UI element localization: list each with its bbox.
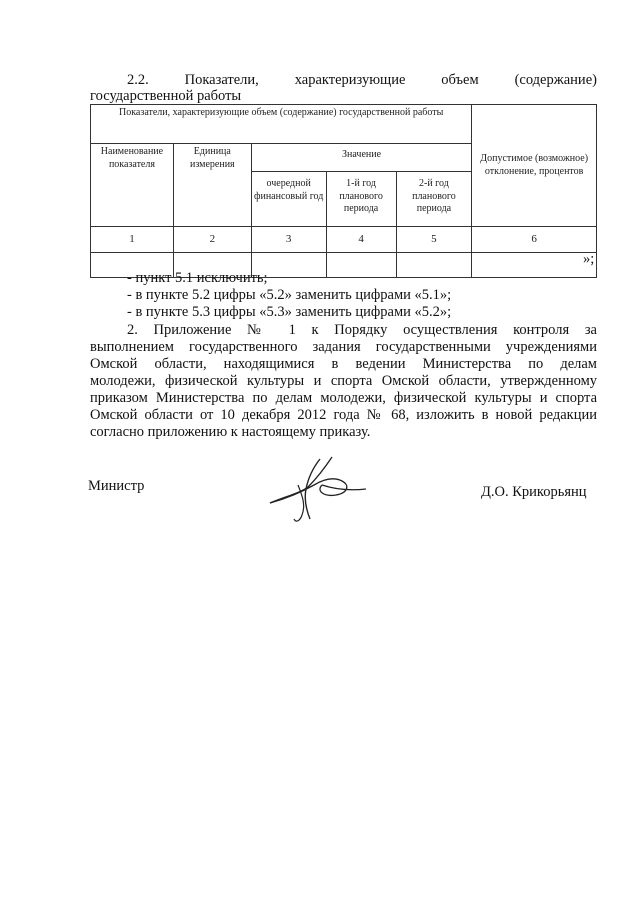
paragraph-line: выполнением государственного задания государственными учреждениями [90, 339, 597, 355]
table-cell: 1 [91, 227, 174, 253]
section-heading-continuation: государственной работы [90, 88, 242, 104]
list-item: - в пункте 5.2 цифры «5.2» заменить цифрами «5.1»; [127, 287, 452, 303]
section-heading [127, 72, 597, 89]
table-cell: 4 [326, 227, 396, 253]
table-header-current-year: очередной финансовый год [251, 172, 326, 227]
paragraph-line: молодежи, физической культуры и спорта Омской области, утвержденному [90, 373, 597, 389]
heading-word: характеризующие [294, 72, 406, 88]
table-header-plan-year1: 1-й год планового периода [326, 172, 396, 227]
heading-word: Показатели, [184, 72, 259, 88]
paragraph-line: 2. Приложение № 1 к Порядку осуществления контроля за [127, 322, 597, 338]
table-header-deviation: Допустимое (возможное) отклонение, процентов [472, 105, 597, 227]
signatory-name: Д.О. Крикорьянц [481, 484, 587, 500]
table-cell [472, 253, 597, 278]
paragraph-line: согласно приложению к настоящему приказу. [90, 424, 371, 440]
table-cell [396, 253, 472, 278]
table-header-value: Значение [251, 144, 472, 172]
table-cell: 6 [472, 227, 597, 253]
list-item: - пункт 5.1 исключить; [127, 270, 268, 286]
signatory-title: Министр [88, 478, 145, 494]
table-header-name: Наименование показателя [91, 144, 174, 227]
heading-word: объем [441, 72, 479, 88]
indicators-table [90, 104, 597, 278]
closing-quote: »; [583, 251, 595, 267]
section-number: 2.2. [127, 72, 149, 88]
table-cell [326, 253, 396, 278]
table-header-unit: Единица измерения [173, 144, 251, 227]
heading-word: (содержание) [514, 72, 597, 88]
paragraph-line: Омской области, находящимися в ведении Министерства по делам [90, 356, 597, 372]
table-row [91, 227, 597, 253]
table-cell: 3 [251, 227, 326, 253]
list-item: - в пункте 5.3 цифры «5.3» заменить цифрами «5.2»; [127, 304, 452, 320]
table-group-header: Показатели, характеризующие объем (содержание) государственной работы [91, 105, 472, 144]
table-header-plan-year2: 2-й год планового периода [396, 172, 472, 227]
paragraph-line: Омской области от 10 декабря 2012 года № 68, изложить в новой редакции [90, 407, 597, 423]
table-cell: 2 [173, 227, 251, 253]
table-cell: 5 [396, 227, 472, 253]
handwritten-signature [262, 455, 372, 525]
paragraph-line: приказом Министерства по делам молодежи, физической культуры и спорта [90, 390, 597, 406]
